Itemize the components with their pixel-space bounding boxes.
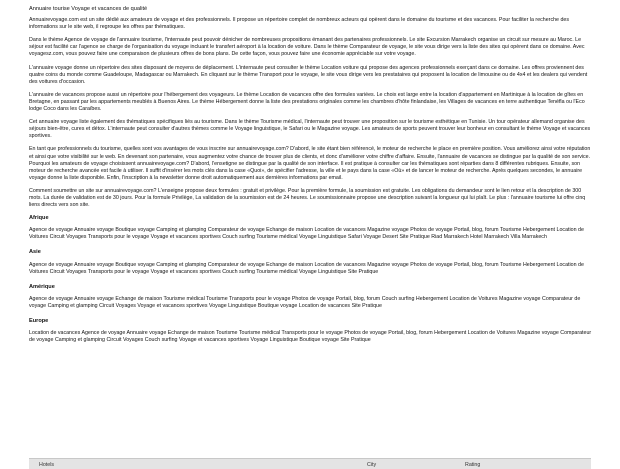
region-link[interactable]: Voyage et vacances sportives: [137, 302, 208, 309]
region-link[interactable]: Couch surfing: [144, 337, 178, 344]
region-link[interactable]: Voyage et vacances sportives: [150, 268, 221, 275]
region-link[interactable]: Photos de voyage: [291, 295, 335, 302]
region-link[interactable]: Portail, blog, forum: [335, 295, 381, 302]
region-link[interactable]: Agence de voyage: [29, 295, 73, 302]
region-link[interactable]: Agence de voyage: [29, 261, 73, 268]
region-link[interactable]: Echange de maison: [266, 227, 313, 234]
region-link[interactable]: Echange de maison: [266, 261, 313, 268]
region-link[interactable]: Location de Voitures: [29, 227, 584, 241]
region-link[interactable]: Hebergement: [415, 295, 448, 302]
region-link[interactable]: Transports pour le voyage: [229, 295, 291, 302]
region-link[interactable]: Circuit Voyages: [106, 337, 144, 344]
region-link[interactable]: Tourisme médical: [163, 295, 205, 302]
region-link[interactable]: Boutique voyage: [115, 227, 155, 234]
region-link[interactable]: Couch surfing: [222, 268, 255, 275]
advantages-paragraph: En tant que professionnels du tourisme, quelles sont vos avantages de vous inscrire sur annuairevoyage.com? D'abord, le site étant bien référencé, le moteur de recherche le place en première position. Vous améliorez ainsi votre réputation et ainsi que votre visibilité sur le web. En devenant son partenaire, vous augmentez votre chance de trouver plus de clients, et donc d'améliorer votre chiffre d'affaire. Ensuite, l'annuaire de vacances se distingue par la qualité de son service. Pourquoi les amateurs de voyage choisissent annuairevoyage.com? D'abord, l'ensetigne se distingue par la qualité de son interface. Il est pratique à consulter car les thématiques sont réparties dans 8 différentes rubriques. Ensuite, son moteur de recherche avancée est facile à utiliser. Il suffit d'insérer les mots clés dans la case «Quoi», de spécifier l'adresse, la ville et le pays dans la case «Où» et de lancer le moteur de recherche. Après quelques secondes, le annuaire voyage donne la liste disponible. Enfin, l'inscription à la newsletter donne droit automatiquement aux dernières informations par email.: [29, 146, 591, 181]
page-title: Annuaire tourise Voyage et vacances de qualité: [29, 6, 148, 12]
region-link[interactable]: Voyage Desert: [363, 234, 398, 241]
region-link[interactable]: Safari: [347, 234, 362, 241]
region-link[interactable]: Tourisme: [499, 227, 522, 234]
region-link[interactable]: Voyage Linguistique: [299, 234, 347, 241]
region-link[interactable]: Location de vacances: [314, 227, 366, 234]
region-link[interactable]: Agence de voyage: [29, 227, 73, 234]
region-link[interactable]: Voyage Linguistique: [208, 302, 257, 309]
region-link[interactable]: Couch surfing: [222, 234, 255, 241]
column-header-rating: Rating: [465, 462, 481, 468]
region-link[interactable]: Magazine voyage: [367, 261, 409, 268]
region-link[interactable]: Comparateur de voyage: [207, 261, 265, 268]
region-link[interactable]: Magazine voyage: [367, 227, 409, 234]
region-link[interactable]: Echange de maison: [115, 295, 163, 302]
region-link[interactable]: Annuaire voyage: [74, 261, 114, 268]
region-link[interactable]: Tourisme médical: [256, 234, 298, 241]
submission-paragraph: Comment soumettre un site sur annuairevoyage.com? L'enseigne propose deux formules : gratuit et privilège. Pour la première formule, la soumission est gratuite. Les obligations du demandeur sont le lien retour et la description de 300 mots. La durée de validation est de 30 jours. Pour la formule Privilège, La validation de la soumission est de 24 heures. Le soumissionnaire propose une description suivant la longueur qui lui plaît. Le plus : l'annuaire tourisme lui offre cinq liens directs vers son site.: [29, 187, 586, 209]
region-link[interactable]: Couch surfing: [381, 295, 415, 302]
region-link[interactable]: Location de vacances: [29, 330, 81, 337]
region-link[interactable]: Voyage Linguistique: [250, 337, 298, 344]
main-content: [29, 6, 592, 352]
region-link[interactable]: Tourisme médical: [256, 268, 298, 275]
region-link[interactable]: Boutique voyage: [257, 302, 298, 309]
region-link[interactable]: Comparateur de voyage: [29, 295, 581, 309]
region-link[interactable]: Magazine voyage: [498, 295, 541, 302]
region-link[interactable]: Location de vacances: [314, 261, 366, 268]
region-link[interactable]: Comparateur de voyage: [29, 330, 592, 344]
region-link[interactable]: Camping et glamping: [156, 261, 207, 268]
region-link[interactable]: Location de Voitures: [467, 330, 516, 337]
region-link[interactable]: Photos de voyage: [410, 227, 453, 234]
region-link[interactable]: Voyage Linguistique: [299, 268, 347, 275]
region-link[interactable]: Camping et glamping: [47, 302, 98, 309]
region-link[interactable]: Portail, blog, forum: [454, 261, 499, 268]
region-link[interactable]: Boutique voyage: [115, 261, 155, 268]
region-link[interactable]: Magazine voyage: [517, 330, 559, 337]
region-link[interactable]: Photos de voyage: [410, 261, 453, 268]
region-link[interactable]: Site Pratique: [347, 268, 379, 275]
region-link[interactable]: Transports pour le voyage: [281, 330, 343, 337]
region-link[interactable]: Portail, blog, forum: [388, 330, 433, 337]
region-link[interactable]: Circuit Voyages: [49, 268, 87, 275]
region-link[interactable]: Camping et glamping: [54, 337, 105, 344]
region-link[interactable]: Annuaire voyage: [74, 227, 114, 234]
region-link[interactable]: Transports pour le voyage: [87, 234, 150, 241]
region-link[interactable]: Portail, blog, forum: [454, 227, 499, 234]
themes-paragraph: Cet annuaire voyage liste également des thématiques spécifiques liés au tourisme. Dans le thème Tourisme médical, l'internaute peut trouver une proposition sur le tourisme esthétique en Tunisie. Un tour opérateur allemand organise des séjours bien-être, cures et détox. L'internaute peut consulter d'autres thèmes comme le Voyage linguistique, le Safari ou le Magazine voyage. Les amateurs de sports peuvent trouver leur bonheur en consultant le thème Voyage et vacances sportives.: [29, 119, 591, 140]
region-link[interactable]: Agence de voyage: [81, 330, 126, 337]
lodging-paragraph: L'annuaire de vacances propose aussi un répertoire pour l'hébergement des voyageurs. Le thème Location de vacances offre des formules variées. Le choix est large entre la location d'appartement en Martinique à la location de gîtes en Bretagne, en passant par les appartements meublés à Buenos Aires. Le thème Hébergement donne la liste des prestations originales comme les chambres d'hôte finlandaise, les Villages de vacances en terre authentique Tenéfla ou l'Eco lodge Coco dans les Caraïbes.: [29, 91, 585, 113]
region-link[interactable]: Photos de voyage: [344, 330, 387, 337]
column-header-city: City: [367, 462, 377, 468]
hotels-table-header: [29, 458, 591, 469]
region-link[interactable]: Location de Voitures: [449, 295, 498, 302]
region-link[interactable]: Annuaire voyage: [74, 295, 114, 302]
region-links-afrique: [29, 227, 592, 241]
region-link[interactable]: Voyage et vacances sportives: [178, 337, 250, 344]
region-heading-asie: Asie: [29, 249, 41, 256]
region-links-asie: [29, 262, 592, 276]
region-link[interactable]: Hebergement: [522, 227, 556, 234]
region-link[interactable]: Tourisme médical: [238, 330, 281, 337]
region-link[interactable]: Tourisme: [206, 295, 228, 302]
region-heading-amerique: Amérique: [29, 283, 55, 290]
region-link[interactable]: Circuit Voyages: [99, 302, 136, 309]
region-links-europe: [29, 330, 592, 344]
region-link[interactable]: Echange de maison: [167, 330, 215, 337]
region-link[interactable]: Annuaire voyage: [126, 330, 167, 337]
region-link[interactable]: Hotel Marrakech: [470, 234, 510, 241]
region-link[interactable]: Site Pratique: [340, 337, 371, 344]
region-link[interactable]: Tourisme: [499, 261, 522, 268]
region-link[interactable]: Voyage et vacances sportives: [150, 234, 221, 241]
region-link[interactable]: Camping et glamping: [156, 227, 207, 234]
agency-paragraph: Dans le thème Agence de voyage de l'annuaire tourisme, l'internaute peut pouvoir dénicher de nombreuses propositions émanant des partenaires professionnels. Le site Excursion Marrakech organise un circuit sur mesure au Maroc. Le séjour est facilité car l'agence se charge de l'organisation du voyage incluant le transfert aéroport à la location de voiture. Dans le thème Comparateur de voyage, le site vous dirige vers la liste des sites qui opèrent dans ce domaine. Avec voyagesz.com, vous pouvez faire une comparaison de plusieurs offres de bons plans. De cette façon, vous pouvez faire une économie appréciable sur votre voyage.: [29, 37, 585, 58]
transport-paragraph: L'annuaire voyage donne un répertoire des sites disposant de moyens de déplacement. L'internaute peut consulter le thème Location voiture qui propose des agences professionnels exerçant dans ce domaine. Les offres proviennent des quatre coins du monde comme Guadeloupe, Madagascar ou Marrakech. En cliquant sur le thème Transport pour le voyage, le site vous dirige vers les prestataires qui proposent la location de limousine ou de 4x4 et les dealers qui vendent des voitures d'occasion.: [29, 64, 588, 85]
region-heading-europe: Europe: [29, 318, 49, 324]
region-link[interactable]: Comparateur de voyage: [207, 227, 265, 234]
region-link[interactable]: Transports pour le voyage: [87, 268, 150, 275]
region-link[interactable]: Location de vacances: [298, 302, 351, 309]
region-links-amerique: [29, 296, 592, 310]
region-link[interactable]: Villa Marrakech: [510, 234, 547, 241]
region-link[interactable]: Site Pratique: [351, 302, 382, 309]
region-link[interactable]: Hebergement: [434, 330, 467, 337]
region-link[interactable]: Tourisme: [215, 330, 238, 337]
region-heading-afrique: Afrique: [29, 215, 49, 222]
column-header-hotels: Hotels: [39, 462, 55, 468]
intro-paragraph: Annuairevoyage.com est un site dédié aux amateurs de voyage et des professionnels. Il propose un répertoire complet de nombreux acteurs qui opèrent dans le domaine du tourisme et des vacances. Pour faciliter la recherche des informations sur le site web, il regroupe les offres par thématiques.: [29, 17, 570, 31]
region-link[interactable]: Location de Voitures: [29, 261, 584, 275]
region-link[interactable]: Circuit Voyages: [49, 234, 87, 241]
region-link[interactable]: Site Pratique: [399, 234, 430, 241]
region-link[interactable]: Hebergement: [522, 261, 556, 268]
region-link[interactable]: Riad Marrakech: [431, 234, 469, 241]
region-link[interactable]: Boutique voyage: [299, 337, 339, 344]
